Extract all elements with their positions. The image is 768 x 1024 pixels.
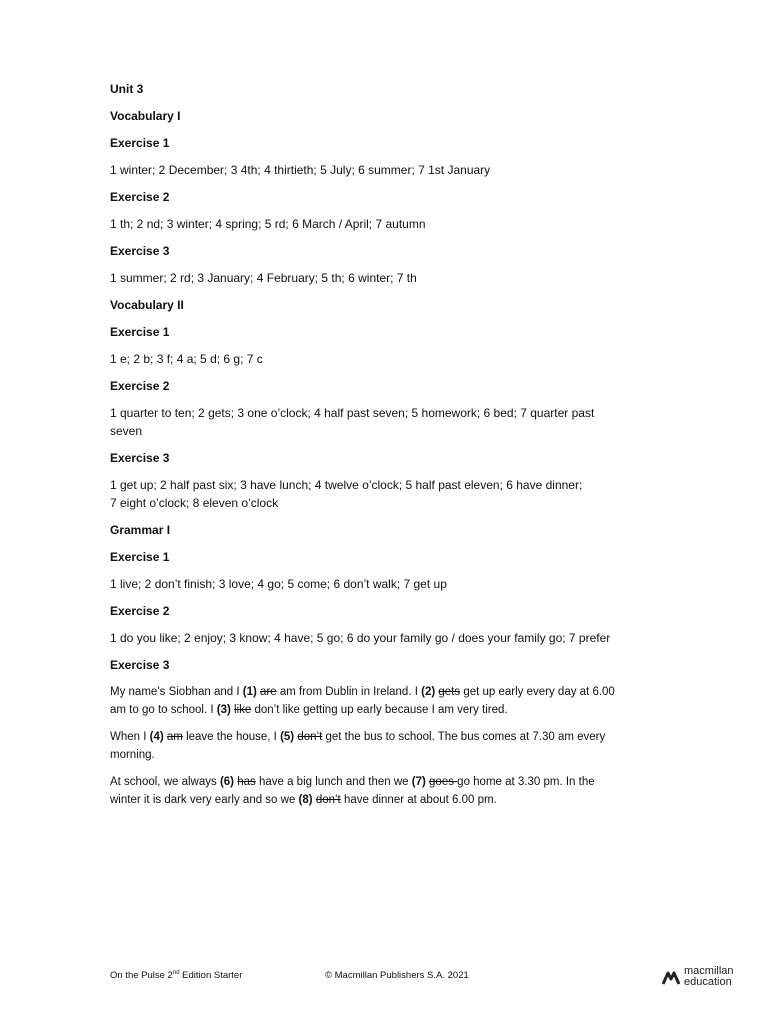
text: morning. xyxy=(110,749,155,761)
exercise-answer: 1 live; 2 don’t finish; 3 love; 4 go; 5 come; 6 don’t walk; 7 get up xyxy=(110,577,447,591)
exercise-answer: 1 e; 2 b; 3 f; 4 a; 5 d; 6 g; 7 c xyxy=(110,352,263,366)
section-heading: Vocabulary I xyxy=(110,109,181,123)
exercise-answer: 1 th; 2 nd; 3 winter; 4 spring; 5 rd; 6 March / April; 7 autumn xyxy=(110,217,426,231)
exercise-heading: Exercise 2 xyxy=(110,604,170,618)
copyright: © Macmillan Publishers S.A. 2021 xyxy=(325,970,469,981)
crossed-word: like xyxy=(234,704,252,716)
text: have dinner at about 6.00 pm. xyxy=(340,794,497,806)
crossed-word: has xyxy=(237,776,256,788)
book-title-sup: nd xyxy=(172,970,180,976)
macmillan-logo xyxy=(662,966,752,990)
exercise-heading: Exercise 2 xyxy=(110,190,170,204)
book-title-text: On the Pulse 2 xyxy=(110,970,173,982)
text: am from Dublin in Ireland. I xyxy=(276,686,422,698)
logo-line: education xyxy=(684,976,732,988)
answer-key-page xyxy=(110,80,658,809)
paragraph-line xyxy=(110,728,658,746)
text: have a big lunch and then we xyxy=(255,776,412,788)
paragraph-1 xyxy=(110,683,658,719)
exercise-heading: Exercise 3 xyxy=(110,451,170,465)
gap-number: (2) xyxy=(421,686,436,698)
crossed-word: don’t xyxy=(315,794,341,806)
exercise-heading: Exercise 1 xyxy=(110,550,170,564)
crossed-word: am xyxy=(166,731,183,743)
exercise-answer: 1 winter; 2 December; 3 4th; 4 thirtieth; 5 July; 6 summer; 7 1st January xyxy=(110,163,491,177)
exercise-answer: 1 do you like; 2 enjoy; 3 know; 4 have; 5 go; 6 do your family go / does your family go; 7 prefer xyxy=(110,631,611,645)
gap-number: (6) xyxy=(219,776,234,788)
exercise-answer: 1 summer; 2 rd; 3 January; 4 February; 5 th; 6 winter; 7 th xyxy=(110,271,417,285)
text: leave the house, I xyxy=(182,731,281,743)
paragraph-line xyxy=(110,791,658,809)
book-title xyxy=(110,970,242,981)
text: At school, we always xyxy=(110,776,220,788)
unit-title: Unit 3 xyxy=(110,82,144,96)
paragraph-3 xyxy=(110,773,658,809)
exercise-answer: 1 quarter to ten; 2 gets; 3 one o’clock; 4 half past seven; 5 homework; 6 bed; 7 quarter past xyxy=(110,406,595,420)
book-title-text: Edition Starter xyxy=(179,970,243,982)
exercise-heading: Exercise 1 xyxy=(110,136,170,150)
exercise-answer: 1 get up; 2 half past six; 3 have lunch; 4 twelve o’clock; 5 half past eleven; 6 have dinner; xyxy=(110,478,583,492)
gap-number: (3) xyxy=(216,704,231,716)
gap-number: (5) xyxy=(280,731,295,743)
page-footer xyxy=(110,966,750,990)
paragraph-2 xyxy=(110,728,658,764)
text: winter it is dark very early and so we xyxy=(110,794,299,806)
gap-number: (4) xyxy=(149,731,164,743)
text: am to go to school. I xyxy=(110,704,217,716)
gap-number: (8) xyxy=(298,794,313,806)
text: get the bus to school. The bus comes at 7.30 am every xyxy=(322,731,606,743)
crossed-word: gets xyxy=(438,686,461,698)
paragraph-line xyxy=(110,773,658,791)
exercise-answer-continued: 7 eight o’clock; 8 eleven o’clock xyxy=(110,496,279,510)
exercise-heading: Exercise 3 xyxy=(110,244,170,258)
exercise-heading: Exercise 3 xyxy=(110,658,170,672)
text: go home at 3.30 pm. In the xyxy=(457,776,595,788)
macmillan-logo-icon xyxy=(662,968,680,986)
gap-number: (1) xyxy=(242,686,257,698)
crossed-word: are xyxy=(260,686,277,698)
text: don’t like getting up early because I am very tired. xyxy=(251,704,508,716)
section-heading: Vocabulary II xyxy=(110,298,184,312)
section-heading: Grammar I xyxy=(110,523,171,537)
text: get up early every day at 6.00 xyxy=(460,686,615,698)
paragraph-line xyxy=(110,746,658,764)
logo-text xyxy=(684,966,734,988)
paragraph-line xyxy=(110,683,658,701)
logo-line: macmillan xyxy=(684,965,734,977)
paragraph-line xyxy=(110,701,658,719)
crossed-word: goes xyxy=(429,776,458,788)
text: When I xyxy=(110,731,150,743)
crossed-word: don’t xyxy=(297,731,323,743)
exercise-heading: Exercise 1 xyxy=(110,325,170,339)
gap-number: (7) xyxy=(411,776,426,788)
exercise-heading: Exercise 2 xyxy=(110,379,170,393)
exercise-answer-continued: seven xyxy=(110,424,143,438)
text: My name’s Siobhan and I xyxy=(110,686,243,698)
